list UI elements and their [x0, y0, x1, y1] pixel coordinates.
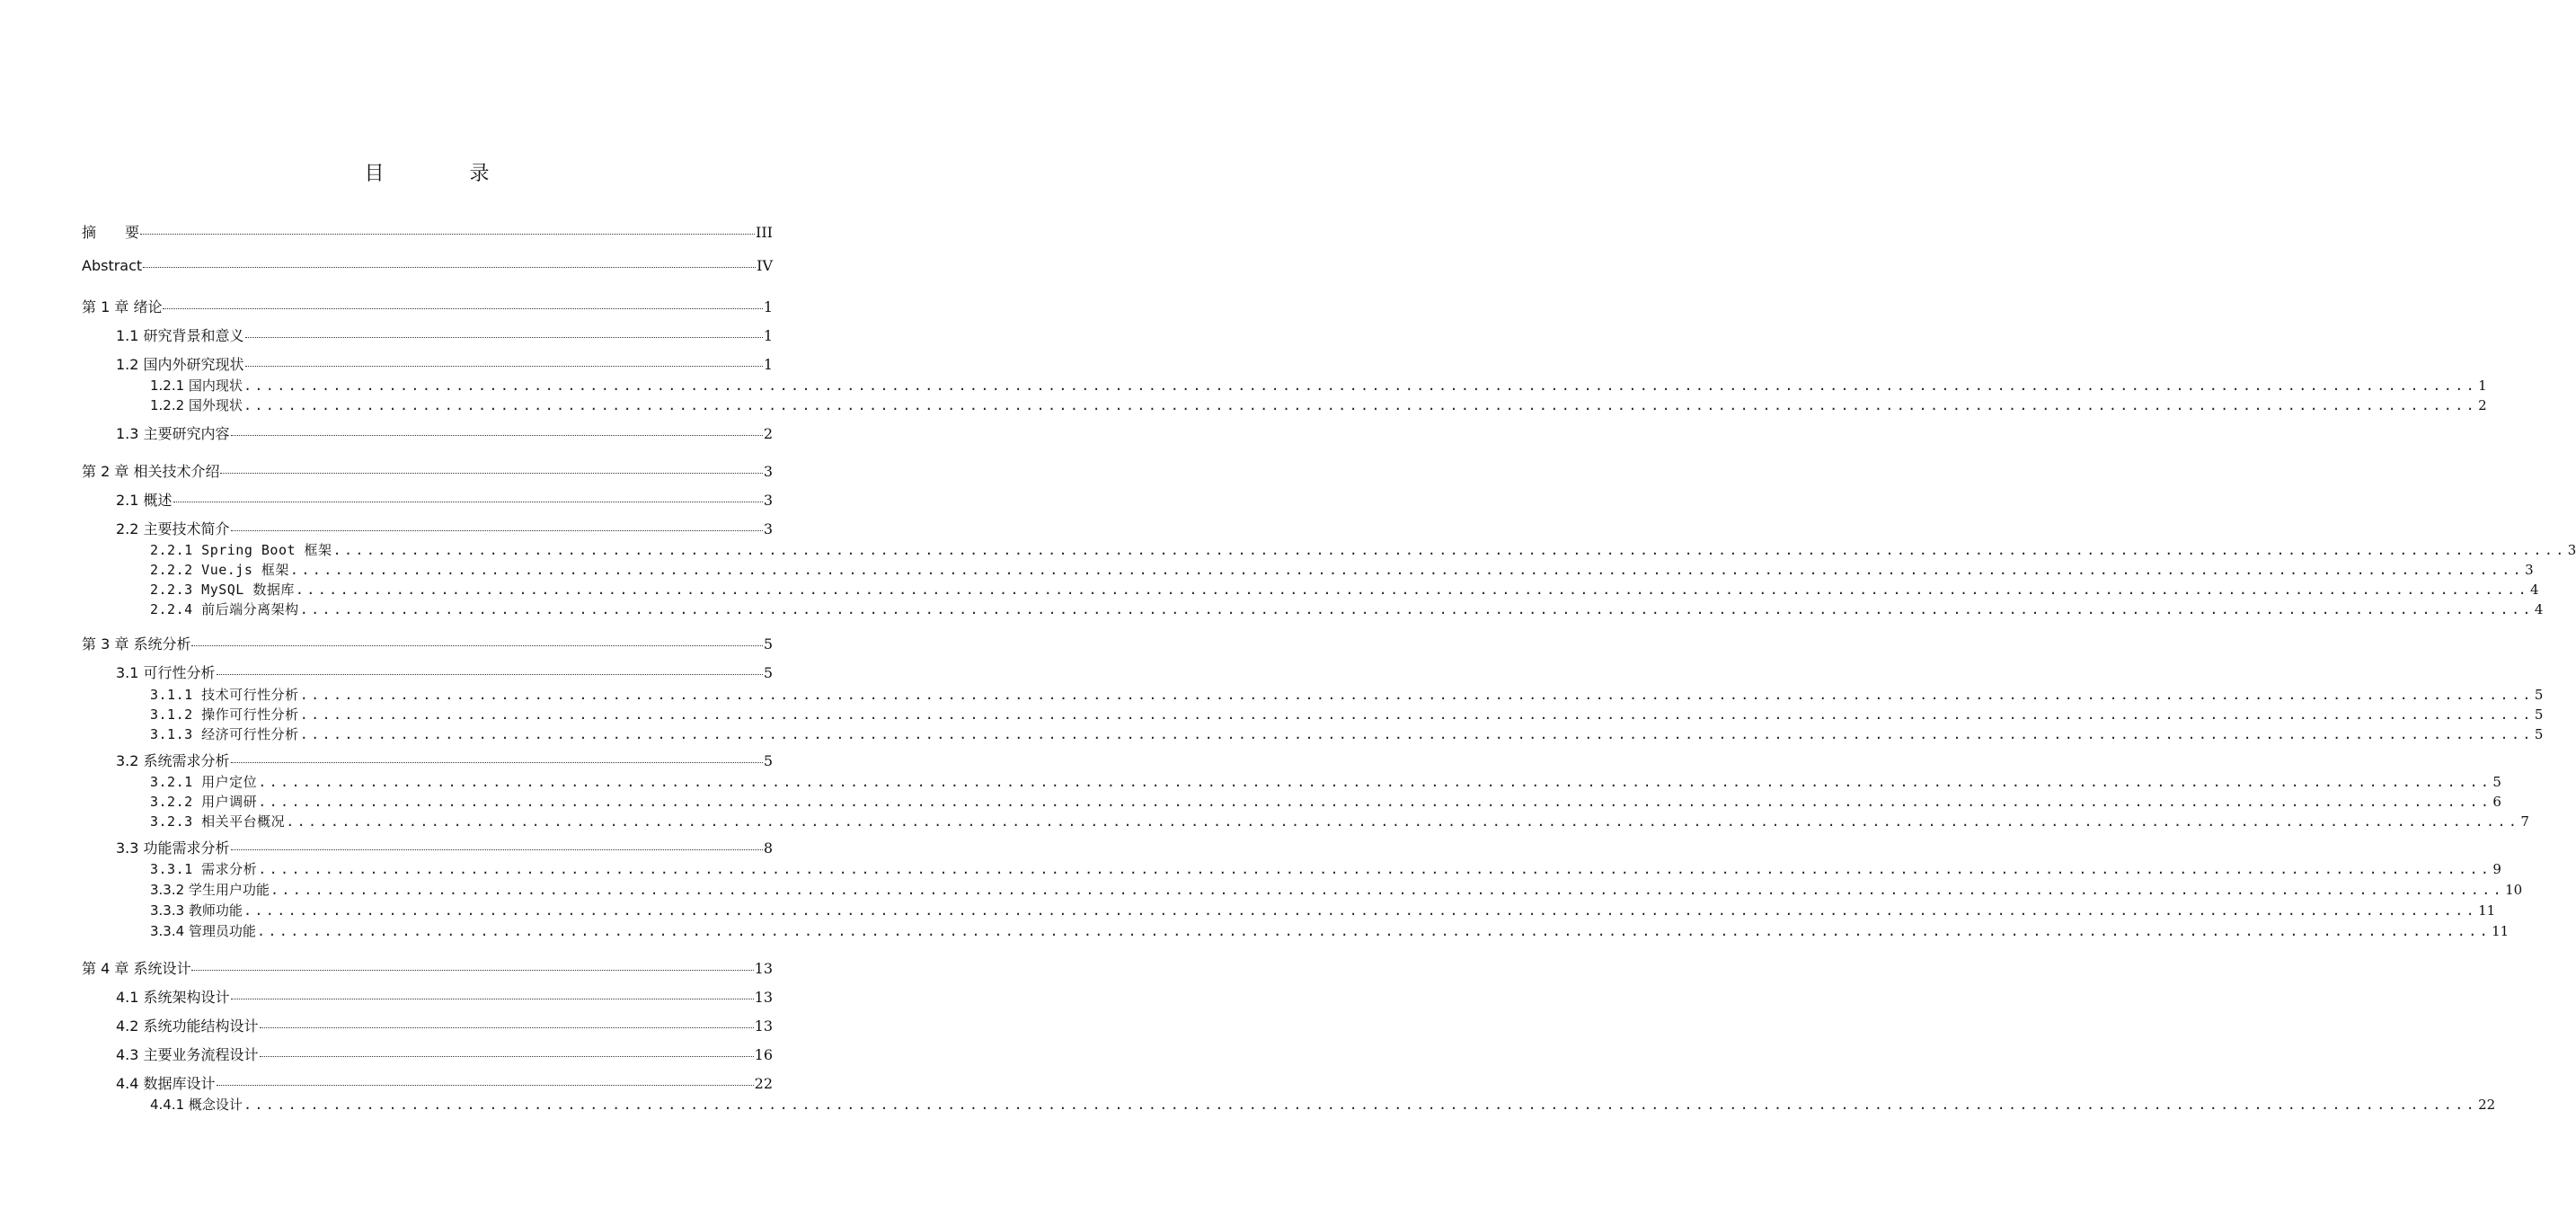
toc-leader-dots: ........................................................................................................................................................................................................ [243, 902, 2478, 919]
toc-leader-dots: ........................................................................................................................................................................................................ [299, 687, 2534, 703]
toc-entry[interactable] [150, 812, 2529, 830]
toc-entry-label: 3.1.3 经济可行性分析 [150, 726, 299, 742]
toc-entry[interactable] [150, 1095, 2496, 1114]
toc-leader-dots [231, 849, 763, 850]
toc-leader-dots [140, 234, 755, 235]
toc-leader-dots [231, 435, 763, 436]
toc-entry-page-number: 5 [2492, 774, 2501, 790]
toc-entry-page-number: 9 [2492, 861, 2501, 877]
toc-entry-page-number: 1 [763, 298, 773, 315]
toc-entry-label: 1.3 主要研究内容 [116, 425, 230, 442]
toc-entry-label: 3.3.3 教师功能 [150, 902, 243, 919]
toc-entry[interactable] [116, 489, 773, 510]
toc-entry[interactable] [150, 772, 2501, 791]
toc-leader-dots [245, 366, 763, 367]
toc-entry-page-number: 5 [763, 635, 773, 653]
toc-entry-label: 1.2.2 国外现状 [150, 397, 243, 413]
toc-entry[interactable] [116, 422, 773, 443]
toc-entry-label: 1.1 研究背景和意义 [116, 327, 244, 344]
page-title: 目 录 [364, 163, 529, 185]
toc-entry[interactable] [150, 580, 2539, 599]
toc-entry[interactable] [150, 792, 2501, 811]
toc-entry[interactable] [150, 705, 2544, 724]
toc-entry-page-number: 11 [2478, 902, 2496, 919]
toc-entry[interactable] [150, 395, 2487, 414]
toc-entry-label: 3.3 功能需求分析 [116, 839, 230, 857]
toc-leader-dots: ........................................................................................................................................................................................................ [258, 861, 2492, 877]
toc-entry-label: 2.2.1 Spring Boot 框架 [150, 542, 332, 558]
toc-entry[interactable] [116, 1044, 773, 1064]
toc-entry[interactable] [116, 324, 773, 345]
toc-entry-page-number: 10 [2505, 882, 2523, 898]
toc-entry-label: 第 4 章 系统设计 [82, 960, 191, 977]
toc-leader-dots [231, 762, 763, 763]
toc-entry[interactable] [150, 600, 2544, 618]
toc-entry-page-number: 5 [2534, 687, 2544, 703]
toc-entry-page-number: 6 [2492, 794, 2501, 810]
toc-leader-dots: ........................................................................................................................................................................................................ [332, 542, 2567, 558]
toc-entry-label: 4.4.1 概念设计 [150, 1097, 243, 1113]
toc-entry-label: 3.3.4 管理员功能 [150, 923, 256, 939]
toc-leader-dots: ........................................................................................................................................................................................................ [299, 601, 2534, 617]
toc-entry-page-number: 1 [763, 327, 773, 344]
toc-entry-page-number: 8 [763, 839, 773, 857]
toc-entry-label: 摘 要 [82, 224, 140, 241]
toc-entry-page-number: 13 [754, 1017, 773, 1035]
toc-leader-dots: ........................................................................................................................................................................................................ [289, 562, 2525, 578]
toc-entry-page-number: IV [757, 257, 773, 274]
toc-entry-page-number: 3 [763, 520, 773, 537]
toc-entry[interactable] [150, 859, 2501, 878]
toc-entry[interactable] [150, 880, 2523, 899]
toc-leader-dots [220, 473, 762, 474]
toc-leader-dots: ........................................................................................................................................................................................................ [243, 378, 2478, 394]
toc-entry[interactable] [150, 921, 2510, 940]
toc-entry-page-number: 1 [2478, 378, 2487, 394]
toc-entry-label: 第 2 章 相关技术介绍 [82, 463, 220, 480]
toc-leader-dots [143, 267, 756, 268]
toc-entry-label: 3.3.2 学生用户功能 [150, 882, 270, 898]
toc-entry-label: 第 1 章 绪论 [82, 298, 163, 315]
toc-leader-dots: ........................................................................................................................................................................................................ [243, 397, 2478, 413]
toc-entry-page-number: 4 [2534, 601, 2544, 617]
toc-entry[interactable] [116, 837, 773, 857]
toc-entry-label: 3.1 可行性分析 [116, 664, 216, 681]
toc-leader-dots [217, 674, 763, 675]
toc-entry[interactable] [82, 957, 773, 978]
toc-entry-label: Abstract [82, 257, 143, 274]
toc-entry-label: 2.1 概述 [116, 492, 173, 509]
toc-entry-label: 1.2 国内外研究现状 [116, 356, 244, 373]
toc-entry-page-number: 5 [2534, 726, 2544, 742]
toc-entry-page-number: 2 [2478, 397, 2487, 413]
toc-entry-page-number: 2 [763, 425, 773, 442]
toc-entry[interactable] [116, 750, 773, 770]
toc-entry-label: 4.4 数据库设计 [116, 1075, 216, 1092]
toc-entry-label: 2.2.2 Vue.js 框架 [150, 562, 289, 578]
toc-entry-page-number: 3 [2567, 542, 2576, 558]
toc-entry[interactable] [116, 518, 773, 538]
toc-leader-dots: ........................................................................................................................................................................................................ [258, 774, 2492, 790]
toc-leader-dots: ........................................................................................................................................................................................................ [295, 582, 2530, 598]
toc-entry-page-number: 5 [763, 752, 773, 769]
toc-entry[interactable] [150, 376, 2487, 395]
toc-entry[interactable] [150, 540, 2576, 559]
toc-entry[interactable] [116, 1072, 773, 1093]
toc-entry[interactable] [116, 662, 773, 682]
toc-leader-dots [217, 1085, 754, 1086]
toc-entry-page-number: 3 [763, 492, 773, 509]
toc-entry-label: 4.1 系统架构设计 [116, 989, 230, 1006]
toc-entry-label: 3.2.3 相关平台概况 [150, 813, 286, 830]
toc-entry-label: 4.3 主要业务流程设计 [116, 1046, 259, 1063]
toc-entry-label: 2.2.3 MySQL 数据库 [150, 582, 295, 598]
toc-leader-dots [245, 337, 763, 338]
toc-leader-dots [260, 1056, 754, 1057]
toc-leader-dots [191, 970, 753, 971]
toc-leader-dots [260, 1027, 754, 1028]
toc-entry-label: 3.2.1 用户定位 [150, 774, 258, 790]
toc-entry[interactable] [82, 296, 773, 316]
toc-entry-page-number: 22 [754, 1075, 773, 1092]
toc-entry-page-number: 11 [2492, 923, 2510, 939]
toc-entry-page-number: 7 [2520, 813, 2529, 830]
toc-entry-page-number: 5 [763, 664, 773, 681]
toc-entry-label: 2.2 主要技术简介 [116, 520, 230, 537]
toc-entry[interactable] [82, 633, 773, 653]
toc-entry-label: 3.3.1 需求分析 [150, 861, 258, 877]
toc-entry-label: 3.1.1 技术可行性分析 [150, 687, 299, 703]
toc-entry-label: 1.2.1 国内现状 [150, 378, 243, 394]
toc-entry-page-number: 13 [754, 989, 773, 1006]
toc-leader-dots: ........................................................................................................................................................................................................ [286, 813, 2520, 830]
toc-entry-page-number: 16 [754, 1046, 773, 1063]
toc-entry[interactable] [150, 901, 2496, 919]
toc-entry[interactable] [150, 724, 2544, 743]
toc-entry[interactable] [116, 1015, 773, 1035]
toc-leader-dots: ........................................................................................................................................................................................................ [299, 726, 2534, 742]
toc-entry[interactable] [82, 460, 773, 481]
toc-entry-page-number: 3 [2525, 562, 2534, 578]
toc-entry[interactable] [150, 685, 2544, 704]
toc-entry-page-number: 3 [763, 463, 773, 480]
toc-entry-label: 3.2.2 用户调研 [150, 794, 258, 810]
toc-leader-dots: ........................................................................................................................................................................................................ [270, 882, 2505, 898]
toc-entry-label: 3.1.2 操作可行性分析 [150, 706, 299, 723]
toc-entry[interactable] [116, 986, 773, 1007]
toc-entry-page-number: III [756, 224, 773, 241]
toc-entry-page-number: 5 [2534, 706, 2544, 723]
toc-entry-page-number: 13 [754, 960, 773, 977]
toc-entry[interactable] [82, 221, 773, 242]
toc-entry-label: 3.2 系统需求分析 [116, 752, 230, 769]
toc-leader-dots: ........................................................................................................................................................................................................ [243, 1097, 2478, 1113]
toc-leader-dots [191, 645, 762, 646]
toc-entry[interactable] [150, 560, 2534, 579]
toc-entry-page-number: 4 [2530, 582, 2539, 598]
toc-entry-page-number: 1 [763, 356, 773, 373]
toc-entry-label: 2.2.4 前后端分离架构 [150, 601, 299, 617]
toc-leader-dots: ........................................................................................................................................................................................................ [256, 923, 2492, 939]
toc-leader-dots: ........................................................................................................................................................................................................ [258, 794, 2492, 810]
toc-entry-label: 第 3 章 系统分析 [82, 635, 191, 653]
toc-leader-dots [231, 530, 763, 531]
toc-entry-page-number: 22 [2478, 1097, 2496, 1113]
toc-leader-dots [163, 308, 762, 309]
toc-entry[interactable] [82, 257, 773, 274]
toc-entry-label: 4.2 系统功能结构设计 [116, 1017, 259, 1035]
toc-leader-dots: ........................................................................................................................................................................................................ [299, 706, 2534, 723]
toc-entry[interactable] [116, 353, 773, 374]
